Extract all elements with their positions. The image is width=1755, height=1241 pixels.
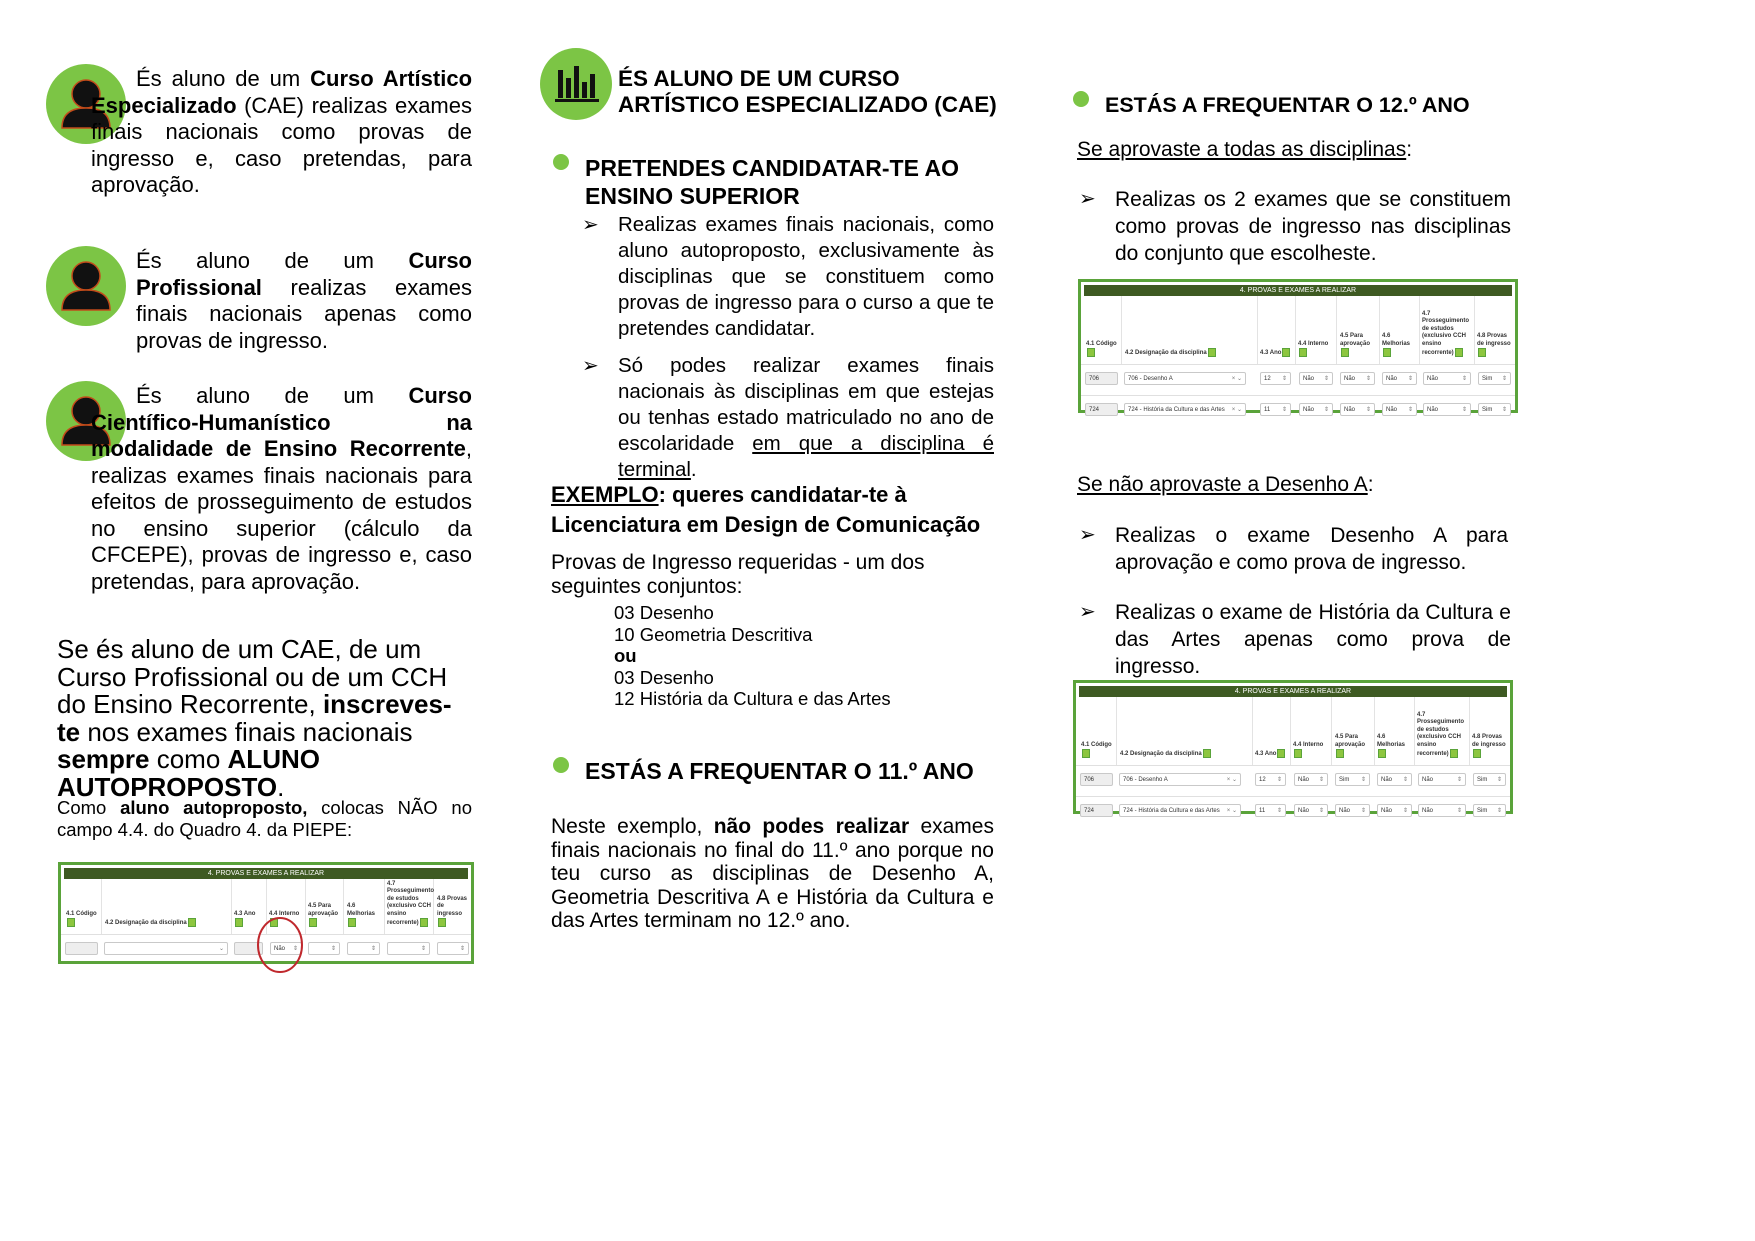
header-codigo: 4.1 Código xyxy=(1086,341,1118,358)
list-item: 03 Desenho xyxy=(614,602,714,623)
header-aprovacao: 4.5 Para aprovação xyxy=(1340,333,1376,358)
aprovacao-select[interactable]: ⇕ xyxy=(308,942,340,955)
autoproposto-statement xyxy=(57,636,472,801)
text: Se és aluno de um CAE, de um Curso Profissional ou de um CCH do Ensino Recorrente, xyxy=(57,634,448,719)
header-melhorias: 4.6 Melhorias xyxy=(1377,734,1413,759)
header-ano: 4.3 Ano xyxy=(1255,749,1287,759)
ano-select[interactable]: 12 ⇕ xyxy=(1255,773,1286,786)
prosseguimento-select[interactable]: Não ⇕ xyxy=(1418,773,1466,786)
ano-select[interactable]: 12 ⇕ xyxy=(1260,372,1291,385)
interno-select[interactable]: Não ⇕ xyxy=(1294,773,1328,786)
table-row xyxy=(1081,395,1515,426)
profissional-paragraph xyxy=(136,248,472,354)
list-item: 03 Desenho xyxy=(614,666,714,688)
header-codigo: 4.1 Código xyxy=(1081,742,1113,759)
text: Realizas os 2 exames que se constituem como provas de ingresso nas disciplinas do conjunto que escolheste. xyxy=(1115,188,1511,265)
provas-list xyxy=(614,602,891,710)
code-field[interactable]: 706 xyxy=(1080,773,1113,786)
text: Realizas o exame Desenho A para aprovação e como prova de ingresso. xyxy=(1115,524,1508,574)
code-field[interactable]: 706 xyxy=(1085,372,1118,385)
highlight-circle xyxy=(256,916,306,976)
text: colocas NÃO no campo 4.4. do Quadro 4. da PIEPE: xyxy=(57,797,472,840)
form-title: 4. PROVAS E EXAMES A REALIZAR xyxy=(1084,285,1512,296)
discipline-select[interactable]: 724 - História da Cultura e das Artes × ⌄ xyxy=(1119,804,1241,817)
text-bold: aluno autoproposto, xyxy=(120,797,308,818)
arrow-bullet-icon: ➢ xyxy=(1079,188,1096,210)
header-prosseguimento: 4.7 Prosseguimento de estudos (exclusivo CCH ensino recorrente) xyxy=(1417,711,1465,758)
header-prosseguimento: 4.7 Prosseguimento de estudos (exclusivo CCH ensino recorrente) xyxy=(1422,310,1470,357)
header-interno: 4.4 Interno xyxy=(1293,742,1329,759)
discipline-select[interactable]: 724 - História da Cultura e das Artes × ⌄ xyxy=(1124,403,1246,416)
text-underline: Se não aprovaste a Desenho A xyxy=(1077,473,1368,496)
header-provas: 4.8 Provas de ingresso xyxy=(437,896,469,928)
discipline-select[interactable]: 706 - Desenho A × ⌄ xyxy=(1124,372,1246,385)
text-bold: Curso Profissional xyxy=(136,248,472,300)
melhorias-select[interactable]: Não ⇕ xyxy=(1377,773,1412,786)
text: , realizas exames finais nacionais para efeitos de prosseguimento de estudos no ensino superior (cálculo da CFCEPE), provas de ingresso e, caso pretendas, para aprovação. xyxy=(91,436,472,594)
list-item: ou xyxy=(614,645,637,666)
bullet-dot xyxy=(553,154,569,170)
chart-icon xyxy=(540,48,612,120)
aprovacao-select[interactable]: Não ⇕ xyxy=(1340,403,1375,416)
header-prosseguimento: 4.7 Prosseguimento de estudos (exclusivo CCH ensino recorrente) xyxy=(387,880,435,927)
header-ano: 4.3 Ano xyxy=(1260,348,1292,358)
list-item xyxy=(1079,522,1508,576)
header-interno: 4.4 Interno xyxy=(1298,341,1334,358)
header-melhorias: 4.6 Melhorias xyxy=(347,903,381,928)
header-codigo: 4.1 Código xyxy=(66,911,98,928)
bullet-dot xyxy=(553,757,569,773)
text-bold: inscreves-te xyxy=(57,689,452,747)
person-icon xyxy=(46,246,126,326)
code-field[interactable]: 724 xyxy=(1085,403,1118,416)
melhorias-select[interactable]: Não ⇕ xyxy=(1382,372,1417,385)
aprovacao-select[interactable]: Não ⇕ xyxy=(1340,372,1375,385)
arrow-bullet-icon: ➢ xyxy=(582,355,599,377)
text: És aluno de um xyxy=(136,248,409,273)
text: Realizas exames finais nacionais, como aluno autoproposto, exclusivamente às disciplinas que se constituem como provas de ingresso para o curso a que te pretendes candidatar. xyxy=(618,213,994,340)
text-bold: Curso Artístico Especializado xyxy=(91,66,473,118)
text: Realizas o exame de História da Cultura e das Artes apenas como prova de ingresso. xyxy=(1115,601,1511,678)
table-row xyxy=(1076,765,1510,796)
header-designacao: 4.2 Designação da disciplina xyxy=(105,918,225,928)
text: . xyxy=(690,458,697,481)
aprovacao-select[interactable]: Não ⇕ xyxy=(1335,804,1370,817)
piepe-form-approved xyxy=(1078,279,1518,413)
list-item xyxy=(1079,186,1511,267)
header-provas: 4.8 Provas de ingresso xyxy=(1477,333,1511,358)
header-provas: 4.8 Provas de ingresso xyxy=(1472,734,1506,759)
melhorias-select[interactable]: Não ⇕ xyxy=(1377,804,1412,817)
table-row xyxy=(1081,364,1515,395)
cch-paragraph xyxy=(91,383,472,595)
provas-text: Provas de Ingresso requeridas - um dos seguintes conjuntos: xyxy=(551,551,925,598)
text: És aluno de um xyxy=(136,383,409,408)
neste-paragraph xyxy=(551,815,994,933)
header-designacao: 4.2 Designação da disciplina xyxy=(1125,348,1250,358)
provas-select[interactable]: Sim ⇕ xyxy=(1478,372,1511,385)
section-heading: ESTÁS A FREQUENTAR O 11.º ANO xyxy=(585,758,974,784)
prosseguimento-select[interactable]: ⇕ xyxy=(387,942,430,955)
header-designacao: 4.2 Designação da disciplina xyxy=(1120,749,1245,759)
table-row xyxy=(1076,796,1510,827)
cae-paragraph xyxy=(91,66,472,199)
header-aprovacao: 4.5 Para aprovação xyxy=(1335,734,1371,759)
text: Neste exemplo, xyxy=(551,815,714,838)
melhorias-select[interactable]: Não ⇕ xyxy=(1382,403,1417,416)
condition-text xyxy=(1077,137,1412,163)
text: . xyxy=(277,771,285,802)
interno-select[interactable]: Não ⇕ xyxy=(1299,372,1333,385)
ano-select[interactable]: 11 ⇕ xyxy=(1255,804,1286,817)
prosseguimento-select[interactable]: Não ⇕ xyxy=(1418,804,1466,817)
list-item xyxy=(582,212,994,342)
prosseguimento-select[interactable]: Não ⇕ xyxy=(1423,403,1471,416)
interno-select[interactable]: Não ⇕ xyxy=(270,942,302,955)
text-bold: Curso Científico-Humanístico na modalidade de Ensino Recorrente xyxy=(91,383,472,461)
header-interno: 4.4 Interno xyxy=(269,911,303,928)
section-heading: ESTÁS A FREQUENTAR O 12.º ANO xyxy=(1105,93,1470,117)
list-item xyxy=(582,353,994,483)
discipline-select[interactable]: 706 - Desenho A × ⌄ xyxy=(1119,773,1241,786)
bullet-dot xyxy=(1073,91,1089,107)
text: : queres candidatar-te à Licenciatura em Design de Comunicação xyxy=(551,482,981,537)
text: exames finais nacionais no final do 11.º ano porque no teu curso as disciplinas de Desenho A, Geometria Descritiva A e História da Cultura e das Artes terminam no 12.º ano. xyxy=(551,815,994,932)
list-item: 12 História da Cultura e das Artes xyxy=(614,688,891,709)
condition-text xyxy=(1077,472,1374,498)
example-heading xyxy=(551,480,1001,540)
text-bold: ALUNO AUTOPROPOSTO xyxy=(57,744,320,802)
interno-select[interactable]: Não ⇕ xyxy=(1294,804,1328,817)
discipline-select[interactable]: ⌄ xyxy=(104,942,228,955)
header-melhorias: 4.6 Melhorias xyxy=(1382,333,1418,358)
piepe-form-not-approved xyxy=(1073,680,1513,814)
list-item xyxy=(1079,599,1511,680)
provas-select[interactable]: Sim ⇕ xyxy=(1473,804,1506,817)
text-underline: em que a disciplina é terminal xyxy=(618,432,994,481)
text-bold: não podes realizar xyxy=(713,815,910,838)
arrow-bullet-icon: ➢ xyxy=(1079,601,1096,623)
text: Como xyxy=(57,797,121,818)
section-heading: PRETENDES CANDIDATAR-TE AO ENSINO SUPERIOR xyxy=(585,155,959,209)
arrow-bullet-icon: ➢ xyxy=(1079,524,1096,546)
text: como xyxy=(149,744,228,774)
provas-select[interactable]: ⇕ xyxy=(437,942,469,955)
text: És aluno de um xyxy=(136,66,311,91)
text-underline: Se aprovaste a todas as disciplinas xyxy=(1077,138,1407,161)
column-title: ÉS ALUNO DE UM CURSO ARTÍSTICO ESPECIALIZADO (CAE) xyxy=(618,66,997,117)
text: : xyxy=(1367,473,1374,496)
campo-note xyxy=(57,797,472,841)
code-field[interactable] xyxy=(65,942,98,955)
header-aprovacao: 4.5 Para aprovação xyxy=(308,903,342,928)
form-title: 4. PROVAS E EXAMES A REALIZAR xyxy=(1079,686,1507,697)
melhorias-select[interactable]: ⇕ xyxy=(347,942,380,955)
ano-select[interactable]: 11 ⇕ xyxy=(1260,403,1291,416)
form-title: 4. PROVAS E EXAMES A REALIZAR xyxy=(64,868,468,879)
header-ano: 4.3 Ano xyxy=(234,911,262,928)
aprovacao-select[interactable]: Sim ⇕ xyxy=(1335,773,1370,786)
code-field[interactable]: 724 xyxy=(1080,804,1113,817)
list-item: 10 Geometria Descritiva xyxy=(614,623,813,645)
text: Só podes realizar exames finais nacionais às disciplinas em que estejas ou tenhas estado matriculado no ano de escolaridade xyxy=(618,354,994,455)
text-underline: EXEMPLO xyxy=(551,482,659,507)
interno-select[interactable]: Não ⇕ xyxy=(1299,403,1333,416)
text: realizas exames finais nacionais apenas como provas de ingresso. xyxy=(136,274,472,353)
arrow-bullet-icon: ➢ xyxy=(582,214,599,236)
text: : xyxy=(1406,138,1413,161)
provas-select[interactable]: Sim ⇕ xyxy=(1473,773,1506,786)
text-bold: sempre xyxy=(57,744,150,774)
provas-select[interactable]: Sim ⇕ xyxy=(1478,403,1511,416)
prosseguimento-select[interactable]: Não ⇕ xyxy=(1423,372,1471,385)
text: nos exames finais nacionais xyxy=(80,716,413,747)
text: (CAE) realizas exames finais nacionais como provas de ingresso e, caso pretendas, para aprovação. xyxy=(91,92,472,197)
